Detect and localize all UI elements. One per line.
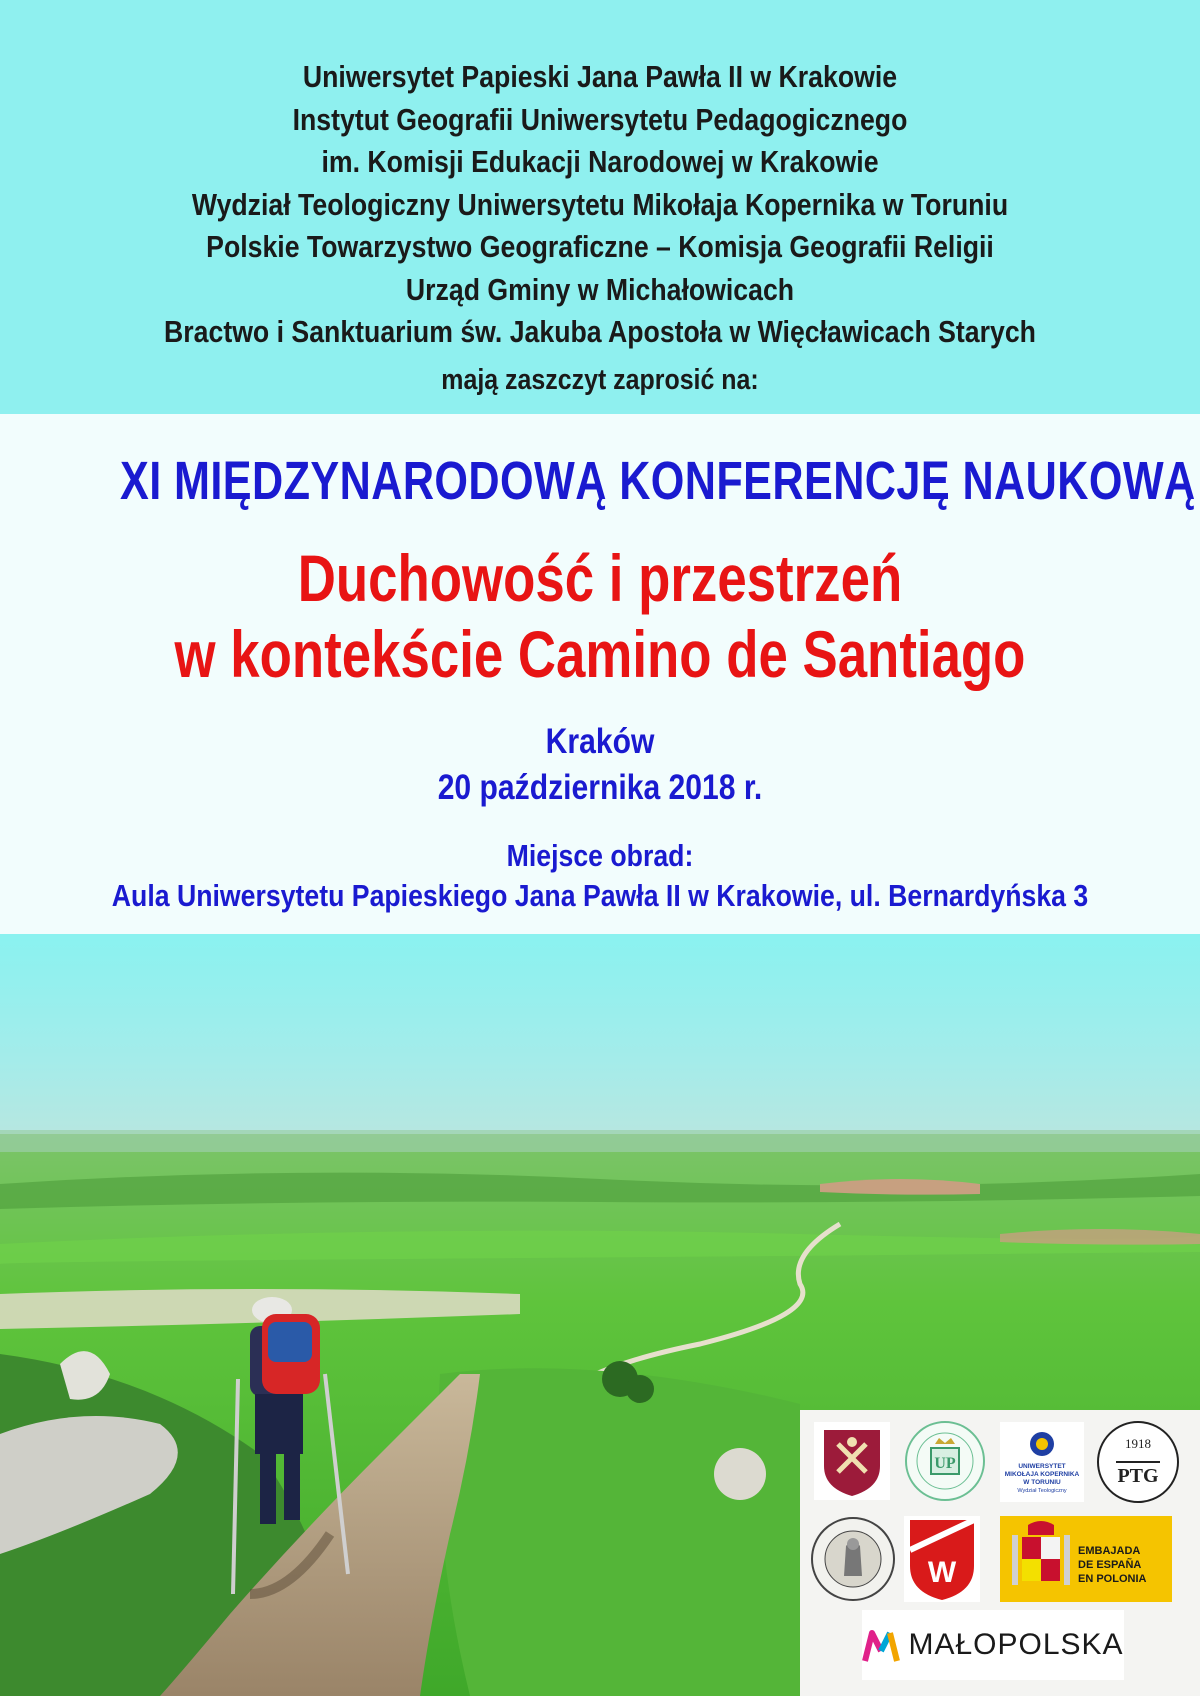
spain-text-line: EMBAJADA [1078,1545,1141,1557]
organizer-line: Wydział Teologiczny Uniwersytetu Mikołaja Kopernika w Toruniu [191,186,1009,222]
spain-text-line: EN POLONIA [1078,1573,1147,1585]
organizer-line: Polskie Towarzystwo Geograficzne – Komisja Geografii Religii [206,229,994,264]
bractwo-seal-logo [810,1516,896,1602]
svg-text:1918: 1918 [1125,1436,1151,1451]
svg-text:PTG: PTG [1117,1465,1159,1487]
malopolska-logo [862,1610,1124,1680]
svg-text:Wydział Teologiczny: Wydział Teologiczny [1017,1488,1067,1494]
invitation-text: mają zaszczyt zaprosić na: [441,364,759,396]
spain-coat-of-arms-icon [1008,1519,1074,1599]
organizers-list [0,56,1200,354]
svg-text:W TORUNIU: W TORUNIU [1023,1479,1061,1486]
organizer-line: im. Komisji Edukacji Narodowej w Krakowie [321,144,879,179]
malopolska-label: MAŁOPOLSKA [908,1628,1124,1661]
organizer-line: Bractwo i Sanktuarium św. Jakuba Apostoła w Więcławicach Starych [164,314,1036,349]
venue-label: Miejsce obrad: [506,838,694,873]
organizer-line: Urząd Gminy w Michałowicach [405,271,795,307]
conference-title: XI MIĘDZYNARODOWĄ KONFERENCJĘ NAUKOWĄ [120,451,1196,511]
conference-subtitle-line2: w kontekście Camino de Santiago [174,617,1026,691]
organizer-line: Instytut Geografii Uniwersytetu Pedagogicznego [292,101,908,137]
svg-text:UNIWERSYTET: UNIWERSYTET [1018,1463,1066,1470]
conference-city: Kraków [545,722,655,761]
malopolska-m-icon [862,1627,900,1663]
upjp2-crest-logo [814,1422,890,1500]
svg-text:W: W [927,1556,957,1589]
michalowice-crest-logo [904,1516,980,1602]
ptg-logo [1096,1420,1180,1504]
conference-date: 20 października 2018 r. [437,768,763,807]
spain-embassy-logo [1000,1516,1172,1602]
svg-text:MIKOŁAJA KOPERNIKA: MIKOŁAJA KOPERNIKA [1004,1471,1080,1478]
spain-embassy-text [1078,1544,1146,1586]
up-seal-logo [904,1420,986,1502]
sponsor-logos-panel [800,1410,1200,1696]
umk-logo [1000,1422,1084,1502]
svg-text:UP: UP [934,1455,956,1472]
spain-text-line: DE ESPAÑA [1078,1559,1142,1571]
venue-address: Aula Uniwersytetu Papieskiego Jana Pawła II w Krakowie, ul. Bernardyńska 3 [111,878,1089,913]
organizer-line: Uniwersytet Papieski Jana Pawła II w Krakowie [302,59,898,94]
conference-subtitle-line1: Duchowość i przestrzeń [297,541,903,615]
